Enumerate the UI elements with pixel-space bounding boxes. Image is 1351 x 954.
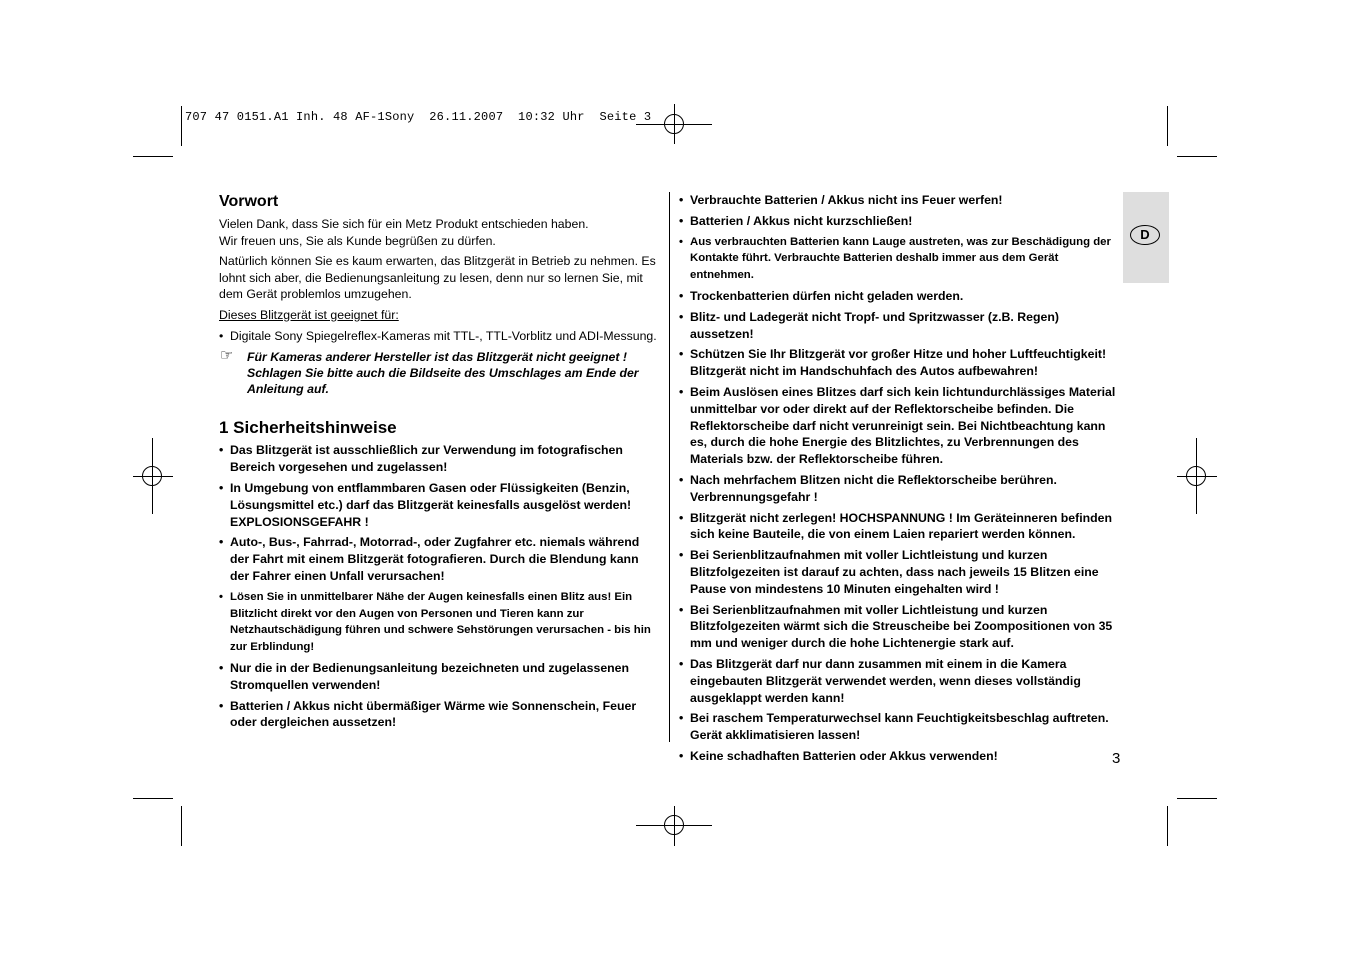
intro-line-1: Vielen Dank, dass Sie sich für ein Metz Produkt entschieden haben. bbox=[219, 217, 589, 231]
safety-bullet: • Bei Serienblitzaufnahmen mit voller Lichtleistung und kurzen Blitzfolgezeiten ist darauf zu achten, dass nach jeweils 15 Blitzen eine Pause von mindestens 10 Minuten eingehalten wird ! bbox=[679, 547, 1124, 597]
safety-bullet: • Aus verbrauchten Batterien kann Lauge austreten, was zur Beschädigung der Kontakte führt. Verbrauchte Batterien deshalb immer aus dem Gerät entnehmen. bbox=[679, 234, 1124, 284]
language-tab bbox=[1123, 192, 1169, 283]
crop-mark bbox=[1167, 106, 1168, 146]
crop-mark bbox=[1167, 806, 1168, 846]
page-number: 3 bbox=[1112, 750, 1121, 767]
note-text: Für Kameras anderer Hersteller ist das Blitzgerät nicht geeignet ! Schlagen Sie bitte auch die Bildseite des Umschlages am Ende der Anleitung auf. bbox=[247, 349, 639, 397]
safety-bullet: • Batterien / Akkus nicht kurzschließen! bbox=[679, 213, 1124, 230]
safety-bullet: • Beim Auslösen eines Blitzes darf sich kein lichtundurchlässiges Material unmittelbar vor oder direkt auf der Reflektorscheibe befinden. Die Reflektorscheibe darf nicht verunreinigt sein. Bei Nichtbeachtung kann es, durch die hohe Energie des Blitzlichtes, zu Verbrennungen des Materials bzw. der Reflektorscheibe führen. bbox=[679, 384, 1124, 468]
safety-bullet: • Auto-, Bus-, Fahrrad-, Motorrad-, oder Zugfahrer etc. niemals während der Fahrt mit einem Blitzgerät fotografieren. Durch die Blendung kann der Fahrer einen Unfall verursachen! bbox=[219, 534, 659, 584]
crop-mark bbox=[181, 806, 182, 846]
safety-bullet: • Lösen Sie in unmittelbarer Nähe der Augen keinesfalls einen Blitz aus! Ein Blitzlicht direkt vor den Augen von Personen und Tieren kann zur Netzhautschädigung führen und schwere Sehstörungen verursachen - bis hin zur Erblindung! bbox=[219, 589, 659, 656]
safety-bullet: • Blitz- und Ladegerät nicht Tropf- und Spritzwasser (z.B. Regen) aussetzen! bbox=[679, 309, 1124, 343]
safety-bullet: • Trockenbatterien dürfen nicht geladen werden. bbox=[679, 288, 1124, 305]
pointing-hand-icon: ☞ bbox=[220, 346, 234, 364]
safety-bullet: • Verbrauchte Batterien / Akkus nicht ins Feuer werfen! bbox=[679, 192, 1124, 209]
safety-bullet: • Das Blitzgerät darf nur dann zusammen mit einem in die Kamera eingebauten Blitzgerät verwendet werden, wenn dieses vollständig ausgeklappt werden kann! bbox=[679, 656, 1124, 706]
safety-bullet: • In Umgebung von entflammbaren Gasen oder Flüssigkeiten (Benzin, Lösungsmittel etc.) darf das Blitzgerät keinesfalls ausgelöst werden! EXPLOSIONSGEFAHR ! bbox=[219, 480, 659, 530]
note bbox=[219, 346, 659, 398]
safety-bullet: • Batterien / Akkus nicht übermäßiger Wärme wie Sonnenschein, Feuer oder dergleichen aussetzen! bbox=[219, 698, 659, 732]
left-column bbox=[219, 193, 659, 735]
suitable-heading: Dieses Blitzgerät ist geeignet für: bbox=[219, 307, 399, 322]
vorwort-title: Vorwort bbox=[219, 193, 279, 210]
crop-mark bbox=[133, 156, 173, 157]
intro-paragraph bbox=[219, 216, 659, 249]
safety-bullet: • Das Blitzgerät ist ausschließlich zur Verwendung im fotografischen Bereich vorgesehen und zugelassen! bbox=[219, 442, 659, 476]
safety-bullet: • Nach mehrfachem Blitzen nicht die Reflektorscheibe berühren. Verbrennungsgefahr ! bbox=[679, 472, 1124, 506]
language-tab-label: D bbox=[1130, 225, 1160, 245]
safety-bullet: • Keine schadhaften Batterien oder Akkus verwenden! bbox=[679, 748, 1124, 765]
crop-mark bbox=[181, 106, 182, 146]
print-slug: 707 47 0151.A1 Inh. 48 AF-1Sony 26.11.2007 10:32 Uhr Seite 3 bbox=[185, 110, 652, 124]
safety-bullet: • Blitzgerät nicht zerlegen! HOCHSPANNUNG ! Im Geräteinneren befinden sich keine Bauteile, die von einem Laien repariert werden können. bbox=[679, 510, 1124, 544]
intro-line-2: Wir freuen uns, Sie als Kunde begrüßen zu dürfen. bbox=[219, 233, 496, 248]
safety-bullet: • Schützen Sie Ihr Blitzgerät vor großer Hitze und hoher Luftfeuchtigkeit! Blitzgerät nicht im Handschuhfach des Autos aufbewahren! bbox=[679, 346, 1124, 380]
safety-bullet: • Nur die in der Bedienungsanleitung bezeichneten und zugelassenen Stromquellen verwenden! bbox=[219, 660, 659, 694]
crop-mark bbox=[133, 798, 173, 799]
column-divider bbox=[669, 192, 670, 742]
paragraph-2: Natürlich können Sie es kaum erwarten, das Blitzgerät in Betrieb zu nehmen. Es lohnt sich aber, die Bedienungsanleitung zu lesen, denn nur so lernen Sie, mit dem Gerät problemlos umzugehen. bbox=[219, 254, 656, 301]
safety-bullet: • Bei Serienblitzaufnahmen mit voller Lichtleistung und kurzen Blitzfolgezeiten wärmt sich die Streuscheibe bei Zoompositionen von 35 mm und weniger durch die hohe Lichtenergie stark auf. bbox=[679, 602, 1124, 652]
crop-mark bbox=[1177, 798, 1217, 799]
crop-mark bbox=[1177, 156, 1217, 157]
safety-bullet: • Bei raschem Temperaturwechsel kann Feuchtigkeitsbeschlag auftreten. Gerät akklimatisieren lassen! bbox=[679, 710, 1124, 744]
right-column bbox=[679, 192, 1124, 769]
section-title: 1 Sicherheitshinweise bbox=[219, 418, 397, 438]
camera-bullet: • Digitale Sony Spiegelreflex-Kameras mit TTL-, TTL-Vorblitz und ADI-Messung. bbox=[219, 328, 659, 345]
